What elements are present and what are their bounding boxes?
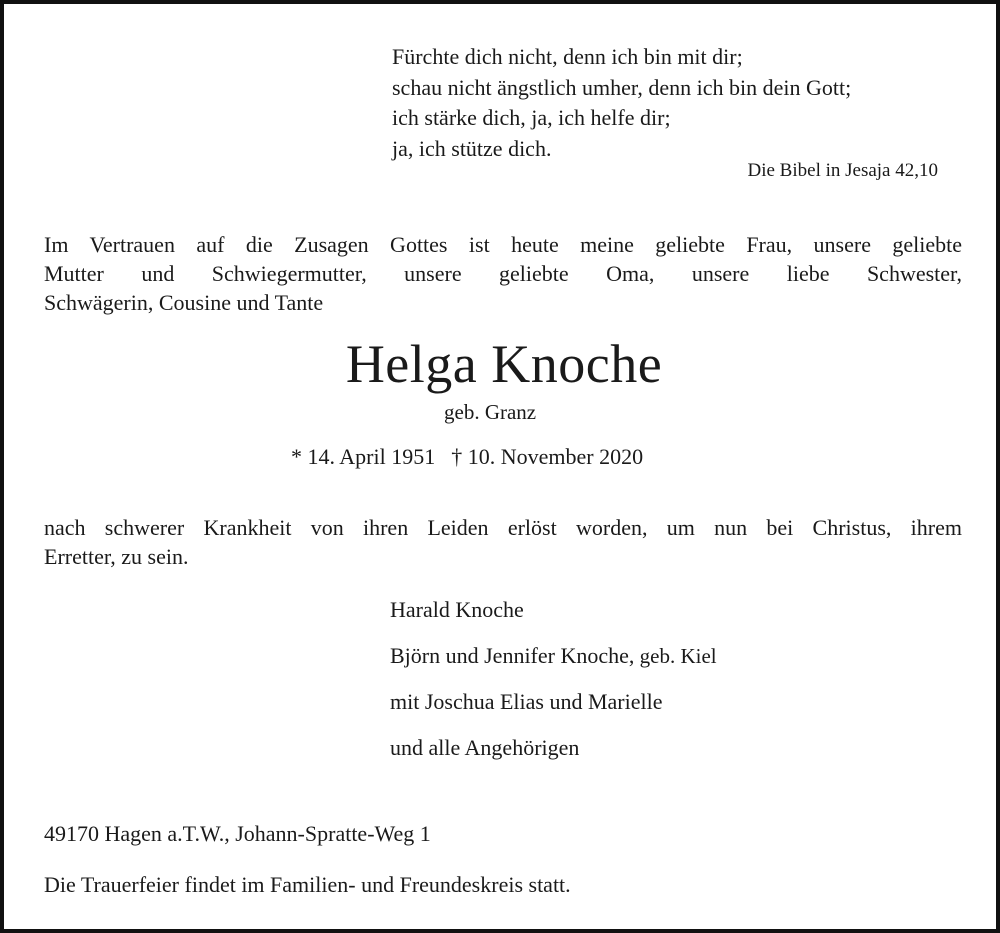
bible-verse xyxy=(392,42,851,164)
intro-line: Im Vertrauen auf die Zusagen Gottes ist heute meine geliebte Frau, unsere geliebte xyxy=(44,232,962,257)
maiden-name: geb. Granz xyxy=(444,400,537,424)
body-line: Erretter, zu sein. xyxy=(44,544,189,569)
verse-line: ich stärke dich, ja, ich helfe dir; xyxy=(392,105,671,130)
verse-source: Die Bibel in Jesaja 42,10 xyxy=(747,160,938,181)
mourner-line: Harald Knoche xyxy=(390,597,524,622)
body-line: nach schwerer Krankheit von ihren Leiden erlöst worden, um nun bei Christus, ihrem xyxy=(44,515,962,540)
birth-date: * 14. April 1951 xyxy=(291,444,436,469)
intro-paragraph xyxy=(44,230,962,317)
mourner-maiden-name: geb. Kiel xyxy=(634,643,717,668)
intro-line: Mutter und Schwiegermutter, unsere geliebte Oma, unsere liebe Schwester, xyxy=(44,261,962,286)
life-dates xyxy=(291,444,643,470)
mourner-names: Björn und Jennifer Knoche, xyxy=(390,642,635,668)
mourner-line: mit Joschua Elias und Marielle xyxy=(390,689,663,714)
deceased-name: Helga Knoche xyxy=(345,334,663,394)
mourner-line: und alle Angehörigen xyxy=(390,734,580,760)
funeral-service-note: Die Trauerfeier findet im Familien- und Freundeskreis statt. xyxy=(44,872,571,897)
intro-line: Schwägerin, Cousine und Tante xyxy=(44,290,324,315)
mourner-line xyxy=(390,633,717,680)
mourners-list xyxy=(390,587,717,770)
body-paragraph xyxy=(44,513,962,571)
verse-line: ja, ich stütze dich. xyxy=(392,135,552,161)
verse-line: schau nicht ängstlich umher, denn ich bin dein Gott; xyxy=(392,74,852,100)
death-date: † 10. November 2020 xyxy=(451,444,644,469)
verse-line: Fürchte dich nicht, denn ich bin mit dir; xyxy=(392,44,743,69)
address: 49170 Hagen a.T.W., Johann-Spratte-Weg 1 xyxy=(44,821,431,846)
